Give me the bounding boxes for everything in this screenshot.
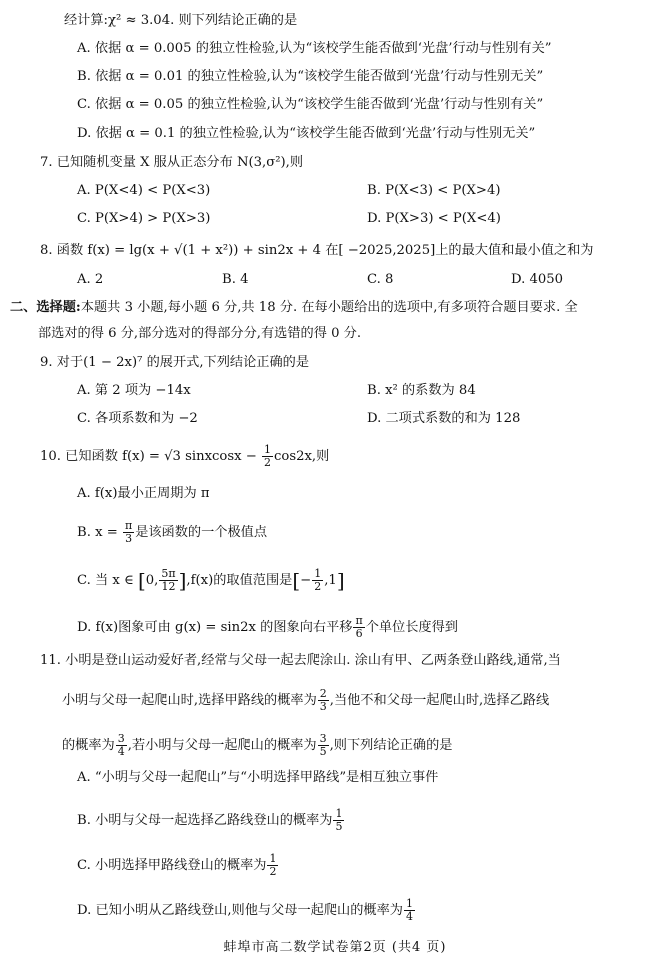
q10-option-a: A. f(x)最小正周期为 π <box>77 486 210 501</box>
q11-stem-line1: 11. 小明是登山运动爱好者,经常与父母一起去爬涂山. 涂山有甲、乙两条登山路线,通常,当 <box>40 653 561 668</box>
q6-option-a: A. 依据 α = 0.005 的独立性检验,认为“该校学生能否做到‘光盘’行动与性别有关” <box>77 41 552 56</box>
q7-stem: 7. 已知随机变量 X 服从正态分布 N(3,σ²),则 <box>40 155 304 170</box>
q7-option-a: A. P(X<4) < P(X<3) <box>77 183 211 198</box>
page-footer: 蚌埠市高二数学试卷第2页 (共4 页) <box>223 940 447 955</box>
q8-stem: 8. 函数 f(x) = lg(x + √(1 + x²)) + sin2x + 4 在[ −2025,2025]上的最大值和最小值之和为 <box>40 243 594 258</box>
q6-option-b: B. 依据 α = 0.01 的独立性检验,认为“该校学生能否做到‘光盘’行动与性别无关” <box>77 69 544 84</box>
q7-option-c: C. P(X>4) > P(X>3) <box>77 211 211 226</box>
q9-option-b: B. x² 的系数为 84 <box>367 383 476 398</box>
q8-option-b: B. 4 <box>222 272 249 287</box>
q8-option-a: A. 2 <box>77 272 104 287</box>
q11-option-d: D. 已知小明从乙路线登山,则他与父母一起爬山的概率为 $\frac{1}{4}$ <box>77 897 413 923</box>
q9-option-c: C. 各项系数和为 −2 <box>77 411 198 426</box>
q11-stem-line2: 小明与父母一起爬山时,选择甲路线的概率为 $\frac{2}{3}$ ,当他不和父母一起爬山时,选择乙路线 <box>62 687 550 713</box>
q6-option-c: C. 依据 α = 0.05 的独立性检验,认为“该校学生能否做到‘光盘’行动与性别有关” <box>77 97 544 112</box>
q10-option-d: D. f(x)图象可由 g(x) = sin2x 的图象向右平移 $\frac{\pi}{6}$ 个单位长度得到 <box>77 614 458 640</box>
q10-option-b: B. x = $\frac{\pi}{3}$ 是该函数的一个极值点 <box>77 519 268 545</box>
q6-stem-tail: 经计算:χ² ≈ 3.04. 则下列结论正确的是 <box>64 13 298 28</box>
q9-option-d: D. 二项式系数的和为 128 <box>367 411 521 426</box>
q7-option-b: B. P(X<3) < P(X>4) <box>367 183 501 198</box>
q7-option-d: D. P(X>3) < P(X<4) <box>367 211 501 226</box>
section2-heading-cont: 部选对的得 6 分,部分选对的得部分分,有选错的得 0 分. <box>38 326 362 341</box>
section2-heading: 二、选择题:本题共 3 小题,每小题 6 分,共 18 分. 在每小题给出的选项中,有多项符合题目要求. 全 <box>10 300 578 315</box>
q11-stem-line3: 的概率为 $\frac{3}{4}$ ,若小明与父母一起爬山的概率为 $\frac{3}{5}$ ,则下列结论正确的是 <box>62 732 453 758</box>
q10-stem: 10. 已知函数 f(x) = √3 sinxcosx − $\frac{1}{2}$ cos2x,则 <box>40 443 330 469</box>
q11-option-b: B. 小明与父母一起选择乙路线登山的概率为 $\frac{1}{5}$ <box>77 807 343 833</box>
q11-option-a: A. “小明与父母一起爬山”与“小明选择甲路线”是相互独立事件 <box>77 770 439 785</box>
q9-option-a: A. 第 2 项为 −14x <box>77 383 191 398</box>
q8-option-c: C. 8 <box>367 272 394 287</box>
q10-option-c: C. 当 x ∈ [0, $\frac{5\pi}{12}$ ],f(x)的取值范围是[− $\frac{1}{2}$ ,1] <box>77 567 345 593</box>
q9-stem: 9. 对于(1 − 2x)⁷ 的展开式,下列结论正确的是 <box>40 355 310 370</box>
q8-option-d: D. 4050 <box>511 272 564 287</box>
q11-option-c: C. 小明选择甲路线登山的概率为 $\frac{1}{2}$ <box>77 852 277 878</box>
q6-option-d: D. 依据 α = 0.1 的独立性检验,认为“该校学生能否做到‘光盘’行动与性别无关” <box>77 126 536 141</box>
